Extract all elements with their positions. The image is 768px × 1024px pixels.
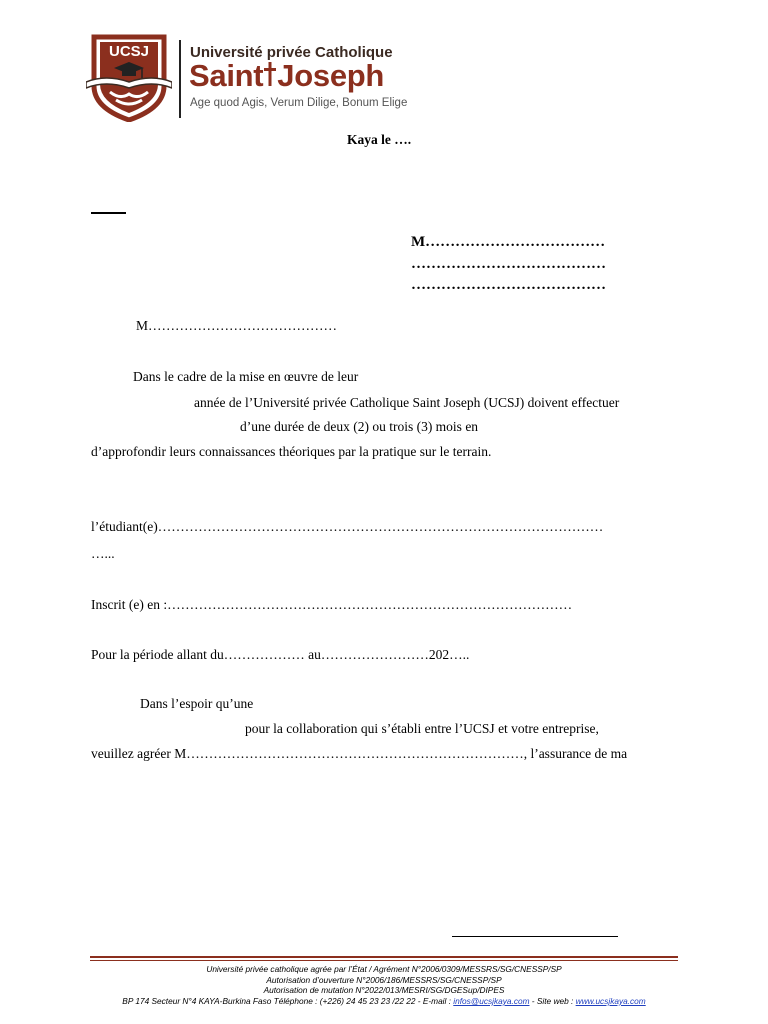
footer-address-phone: BP 174 Secteur N°4 KAYA-Burkina Faso Téléphone : (+226) 24 45 23 23 /22 22 - E-mail : <box>122 996 454 1006</box>
logo-university-name: Université privée Catholique <box>190 44 393 61</box>
student-name-line: l’étudiant(e)……………………………………………………………………………………… <box>91 519 604 534</box>
crest-badge-text: UCSJ <box>108 43 150 60</box>
paragraph-2-line-2: pour la collaboration qui s’établi entre l’UCSJ et votre entreprise, <box>245 721 599 736</box>
reference-dash <box>91 212 126 214</box>
logo-saint-joseph <box>189 58 384 94</box>
place-date: Kaya le …. <box>347 132 412 147</box>
paragraph-1-line-2: année de l’Université privée Catholique Saint Joseph (UCSJ) doivent effectuer <box>194 395 620 410</box>
recipient-line-2: ………………………………… <box>411 256 606 272</box>
cross-icon <box>263 60 277 96</box>
signature-line <box>452 936 618 937</box>
paragraph-2-line-3: veuillez agréer M…………………………………………………………………, l’assurance de ma <box>91 746 628 761</box>
footer-website-link[interactable]: www.ucsjkaya.com <box>575 996 646 1006</box>
footer-mutation-authorization: Autorisation de mutation N°2022/013/MESRI/SG/DGESup/DIPES <box>263 985 505 995</box>
paragraph-1-line-3: d’une durée de deux (2) ou trois (3) mois en <box>240 419 479 434</box>
period-line: Pour la période allant du……………… au……………………202….. <box>91 647 470 662</box>
footer-rule <box>90 956 678 958</box>
footer-opening-authorization: Autorisation d’ouverture N°2006/186/MESSRS/SG/CNESSP/SP <box>266 975 502 985</box>
logo-joseph-text: Joseph <box>277 58 385 93</box>
footer-accreditation: Université privée catholique agrée par l’État / Agrément N°2006/0309/MESSRS/SG/CNESSP/SP <box>206 964 562 974</box>
recipient-line-3: ………………………………… <box>411 277 606 293</box>
crest-icon <box>86 34 172 122</box>
student-name-line-continued: …... <box>91 546 115 561</box>
logo-saint-text: Saint <box>189 58 264 93</box>
logo-motto: Age quod Agis, Verum Dilige, Bonum Elige <box>190 97 408 109</box>
paragraph-2-line-1: Dans l’espoir qu’une <box>140 696 254 711</box>
logo-divider <box>179 40 181 118</box>
footer-website-label: - Site web : <box>529 996 576 1006</box>
footer-rule-thin <box>90 960 678 961</box>
recipient-line-1: M……………………………… <box>411 234 606 250</box>
paragraph-1-line-1: Dans le cadre de la mise en œuvre de leur <box>133 369 359 384</box>
enrollment-line: Inscrit (e) en :……………………………………………………………………………… <box>91 597 573 612</box>
footer-email-link[interactable]: infos@ucsjkaya.com <box>453 996 530 1006</box>
footer-contact <box>0 996 768 1006</box>
salutation: M…………………………………… <box>136 318 338 333</box>
university-crest <box>86 34 172 122</box>
paragraph-1-line-4: d’approfondir leurs connaissances théoriques par la pratique sur le terrain. <box>91 444 492 459</box>
